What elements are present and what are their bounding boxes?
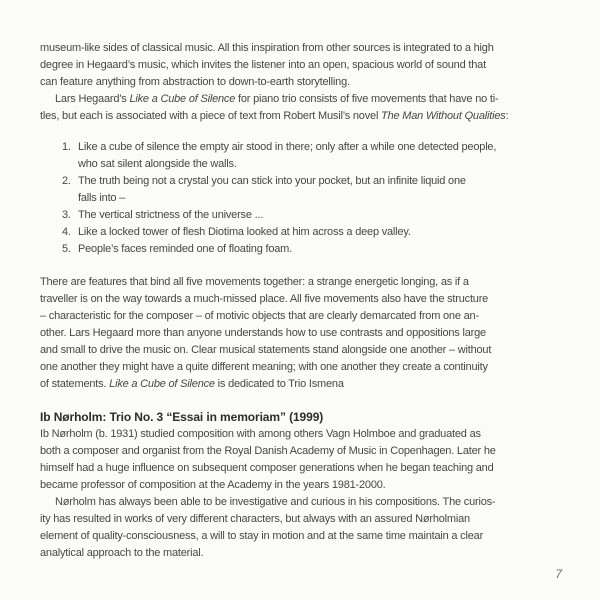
italic-title-text: Like a Cube of Silence — [129, 93, 236, 105]
text-segment: Ib Nørholm (b. 1931) studied composition with among others Vagn Holmboe and graduated as — [40, 428, 481, 440]
text-segment: The vertical strictness of the universe ... — [78, 209, 264, 221]
page-number: 7 — [555, 567, 562, 581]
list-item-text — [78, 139, 563, 173]
list-item — [62, 173, 563, 207]
text-segment: analytical approach to the material. — [40, 547, 204, 559]
text-segment: of statements. — [40, 378, 110, 390]
para-five-movements — [40, 274, 563, 393]
text-segment: The truth being not a crystal you can stick into your pocket, but an infinite liquid one — [78, 175, 466, 187]
text-segment: : — [505, 110, 509, 122]
text-segment: museum-like sides of classical music. All this inspiration from other sources is integrated to a high — [40, 42, 494, 54]
list-item-text — [78, 224, 563, 241]
text-segment: tles, but each is associated with a piece of text from Robert Musil’s novel — [40, 110, 382, 122]
text-segment: other. Lars Hegaard more than anyone understands how to use contrasts and oppositions large — [40, 327, 486, 339]
text-segment: Like a cube of silence the empty air stood in there; only after a while one detected people, — [78, 141, 497, 153]
list-item-number: 2. — [62, 175, 71, 187]
text-segment: is dedicated to Trio Ismena — [214, 378, 344, 390]
text-segment: traveller is on the way towards a much-missed place. All five movements also have the structure — [40, 293, 489, 305]
list-item-number: 4. — [62, 226, 71, 238]
list-item — [62, 207, 563, 224]
list-item-number: 3. — [62, 209, 71, 221]
text-segment: and small to drive the music on. Clear musical statements stand alongside one another – without — [40, 344, 492, 356]
para-norholm-style — [40, 494, 563, 562]
para-hegaard-intro — [40, 40, 563, 91]
text-segment: falls into – — [78, 192, 126, 204]
text-segment: Like a locked tower of flesh Diotima looked at him across a deep valley. — [78, 226, 411, 238]
text-segment: can feature anything from abstraction to down-to-earth storytelling. — [40, 76, 350, 88]
norholm-heading — [40, 409, 563, 426]
text-segment: Nørholm has always been able to be investigative and curious in his compositions. The curios- — [55, 496, 496, 508]
text-segment: himself had a huge influence on subsequent composer generations when he began teaching and — [40, 462, 494, 474]
italic-title-text: Like a Cube of Silence — [109, 378, 215, 390]
text-segment: Lars Hegaard’s — [55, 93, 130, 105]
text-segment: ity has resulted in works of very different characters, but always with an assured Nørholmian — [40, 513, 470, 525]
list-item-number: 1. — [62, 141, 71, 153]
musil-quotes-list — [40, 139, 563, 258]
list-item-number: 5. — [62, 243, 71, 255]
text-segment: became professor of composition at the Academy in the years 1981-2000. — [40, 479, 386, 491]
italic-title-text: The Man Without Qualities — [381, 110, 506, 122]
text-segment: – characteristic for the composer – of motivic objects that are clearly demarcated from one an- — [40, 310, 479, 322]
text-segment: There are features that bind all five movements together: a strange energetic longing, as if a — [40, 276, 469, 288]
text-segment: for piano trio consists of five movements that have no ti- — [235, 93, 499, 105]
para-cube-of-silence — [40, 91, 563, 125]
text-segment: one another they might have a quite different meaning; with one another they create a continuity — [40, 361, 488, 373]
list-item-text — [78, 173, 563, 207]
text-segment: People’s faces reminded one of floating foam. — [78, 243, 292, 255]
list-item — [62, 139, 563, 173]
text-segment: who sat silent alongside the walls. — [78, 158, 237, 170]
list-item-text — [78, 207, 563, 224]
list-item — [62, 224, 563, 241]
list-item-text — [78, 241, 563, 258]
para-norholm-bio — [40, 426, 563, 494]
list-item — [62, 241, 563, 258]
text-segment: degree in Hegaard’s music, which invites the listener into an open, spacious world of sound that — [40, 59, 486, 71]
text-segment: element of quality-consciousness, a will to stay in motion and at the same time maintain a clear — [40, 530, 484, 542]
text-segment: Ib Nørholm: Trio No. 3 “Essai in memoriam” (1999) — [40, 410, 324, 424]
text-segment: both a composer and organist from the Royal Danish Academy of Music in Copenhagen. Later he — [40, 445, 496, 457]
page-text — [40, 40, 563, 562]
